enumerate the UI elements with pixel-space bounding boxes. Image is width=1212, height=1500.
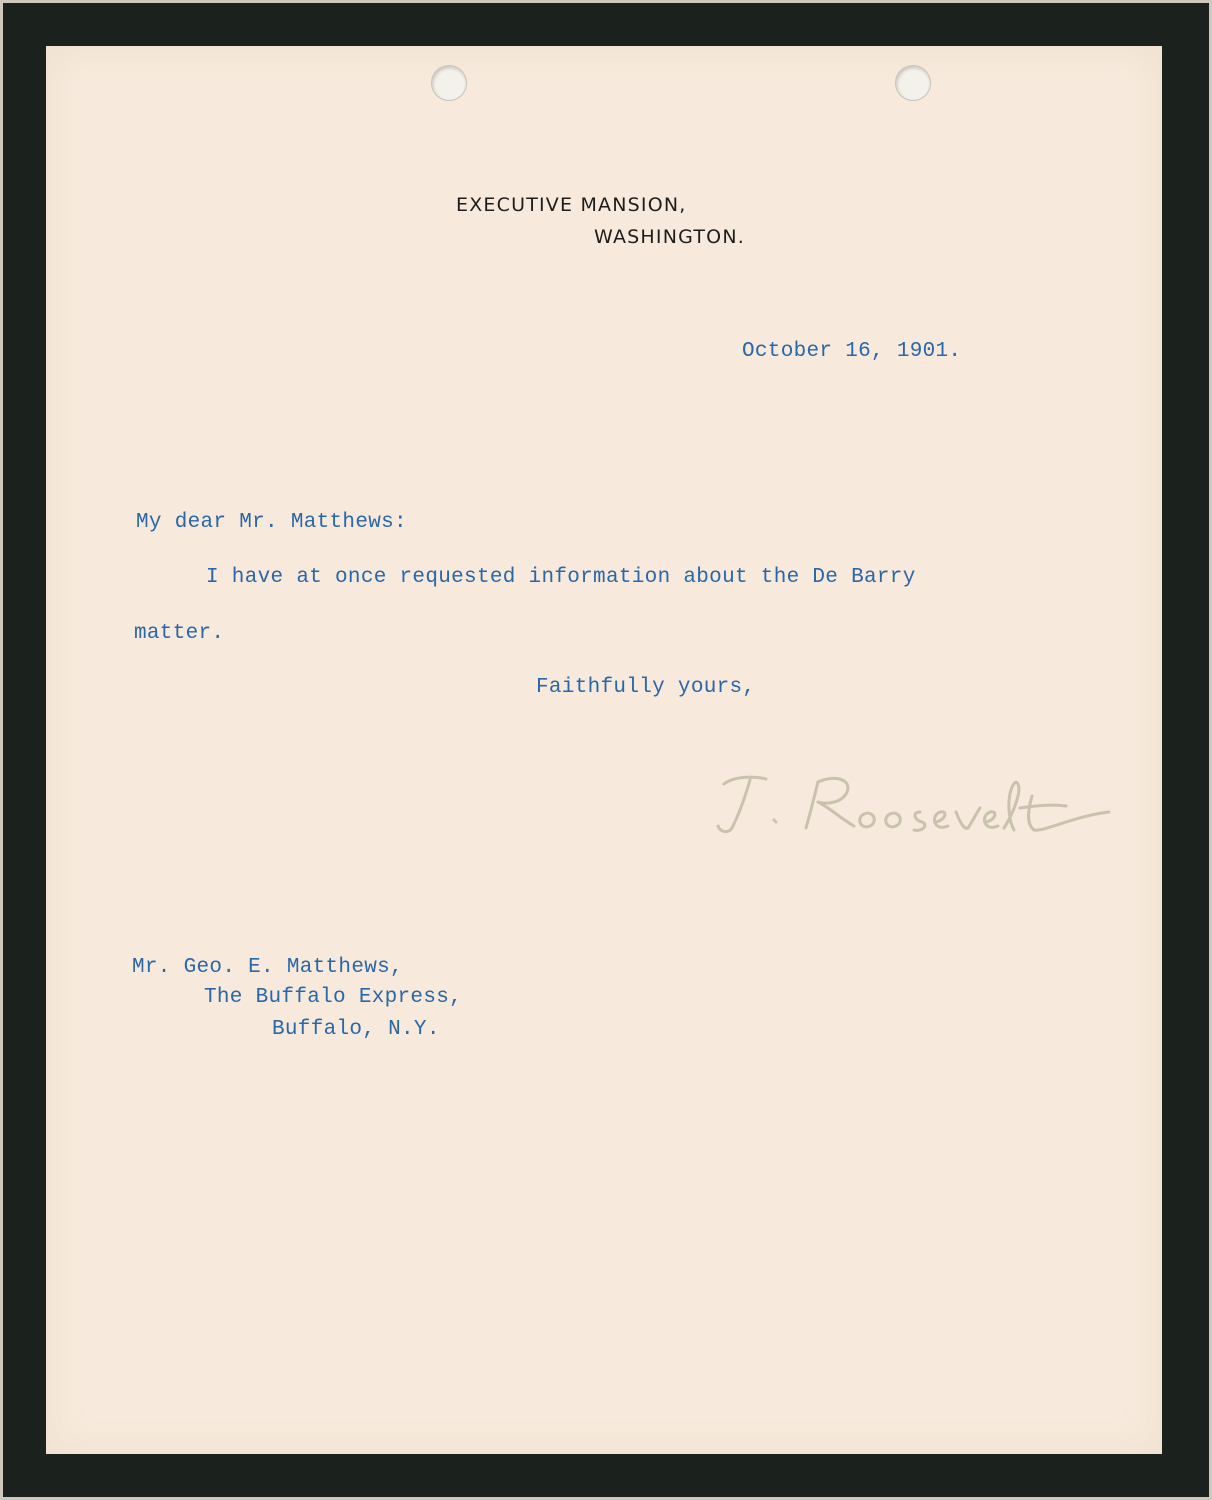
punch-hole-left	[431, 65, 467, 101]
salutation: My dear Mr. Matthews:	[136, 511, 407, 534]
closing: Faithfully yours,	[536, 676, 756, 699]
punch-hole-right	[895, 65, 931, 101]
body-line-1: I have at once requested information about the De Barry	[206, 566, 916, 589]
addressee-line-2: The Buffalo Express,	[204, 986, 463, 1009]
letterhead-line-1: EXECUTIVE MANSION,	[456, 194, 687, 216]
letterhead-line-2: WASHINGTON.	[594, 226, 745, 248]
addressee-line-3: Buffalo, N.Y.	[272, 1018, 440, 1041]
letter-date: October 16, 1901.	[742, 340, 962, 363]
letter-sheet	[46, 46, 1162, 1454]
addressee-line-1: Mr. Geo. E. Matthews,	[132, 956, 403, 979]
body-line-2: matter.	[134, 622, 225, 645]
handwritten-signature	[714, 746, 1134, 836]
